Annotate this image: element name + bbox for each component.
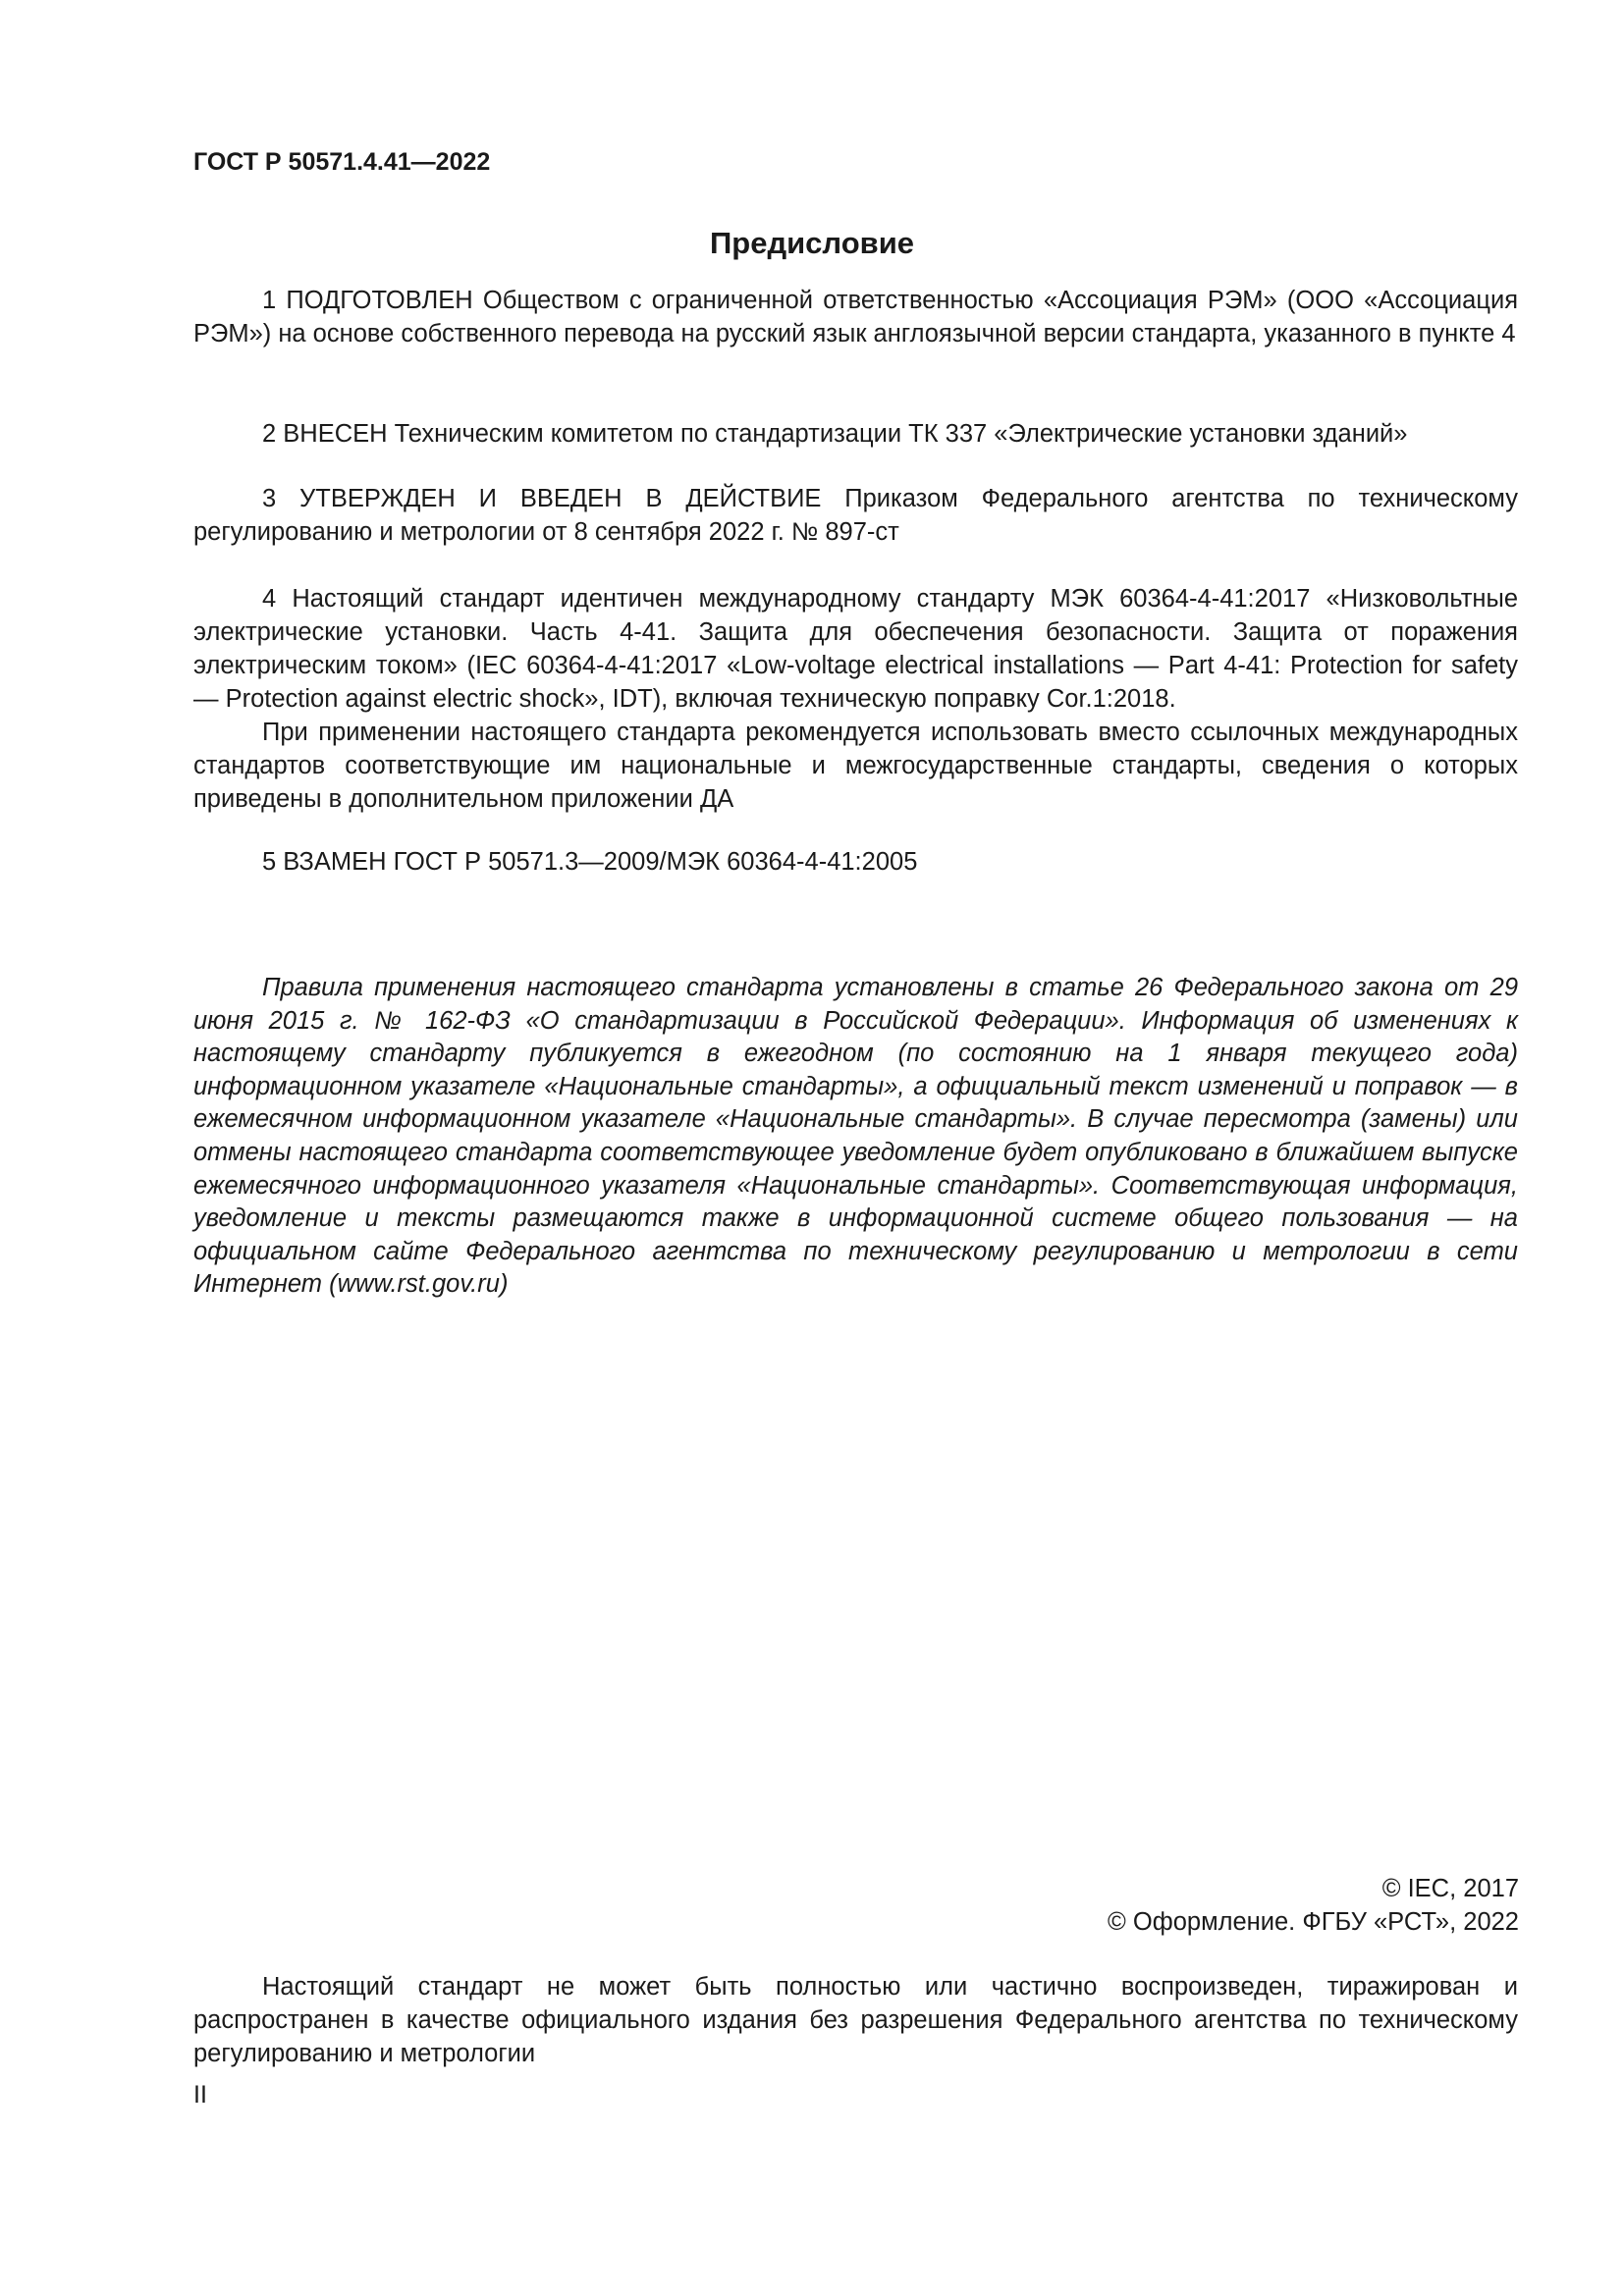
reproduction-notice: Настоящий стандарт не может быть полностью или частично воспроизведен, тиражирован и распространен в качестве официального издания без разрешения Федерального агентства по техническому регулированию и метрологии (193, 1973, 1518, 2067)
page-header: ГОСТ Р 50571.4.41—2022 (193, 148, 491, 176)
foreword-item-2: 2 ВНЕСЕН Техническим комитетом по стандартизации ТК 337 «Электрические установки зданий» (262, 420, 1408, 448)
rules-paragraph: Правила применения настоящего стандарта установлены в статье 26 Федерального закона от 29 июня 2015 г. № 162-ФЗ «О стандартизации в Российской Федерации». Информация об изменениях к настоящему стандарту публикуется в ежегодном (по состоянию на 1 января текущего года) информационном указателе «Национальные стандарты», а официальный текст изменений и поправок — в ежемесячном информационном указателе «Национальные стандарты». В случае пересмотра (замены) или отмены настоящего стандарта соответствующее уведомление будет опубликовано в ближайшем выпуске ежемесячного информационного указателя «Национальные стандарты». Соответствующая информация, уведомление и тексты размещаются также в информационной системе общего пользования — на официальном сайте Федерального агентства по техническому регулированию и метрологии в сети Интернет (www.rst.gov.ru) (193, 974, 1518, 1299)
copyright-rst: © Оформление. ФГБУ «РСТ», 2022 (1108, 1908, 1519, 1936)
foreword-item-5: 5 ВЗАМЕН ГОСТ Р 50571.3—2009/МЭК 60364-4-41:2005 (262, 848, 918, 876)
foreword-item-3: 3 УТВЕРЖДЕН И ВВЕДЕН В ДЕЙСТВИЕ Приказом Федерального агентства по техническому регулированию и метрологии от 8 сентября 2022 г. № 897-ст (193, 485, 1518, 546)
foreword-item-4: 4 Настоящий стандарт идентичен международному стандарту МЭК 60364-4-41:2017 «Низковольтные электрические установки. Часть 4-41. Защита для обеспечения безопасности. Защита от поражения электрическим током» (IEC 60364-4-41:2017 «Low-voltage electrical installations — Part 4-41: Protection for safety — Protection against electric shock», IDT), включая техническую поправку Cor.1:2018. (193, 585, 1518, 713)
foreword-item-1: 1 ПОДГОТОВЛЕН Обществом с ограниченной ответственностью «Ассоциация РЭМ» (ООО «Ассоциация РЭМ») на основе собственного перевода на русский язык англоязычной версии стандарта, указанного в пункте 4 (193, 287, 1518, 347)
copyright-iec: © IEC, 2017 (1381, 1875, 1519, 1902)
page-number: II (193, 2081, 207, 2109)
foreword-item-4-note: При применении настоящего стандарта рекомендуется использовать вместо ссылочных международных стандартов соответствующие им национальные и межгосударственные стандарты, сведения о которых приведены в дополнительном приложении ДА (193, 719, 1518, 813)
foreword-title: Предисловие (709, 226, 914, 260)
